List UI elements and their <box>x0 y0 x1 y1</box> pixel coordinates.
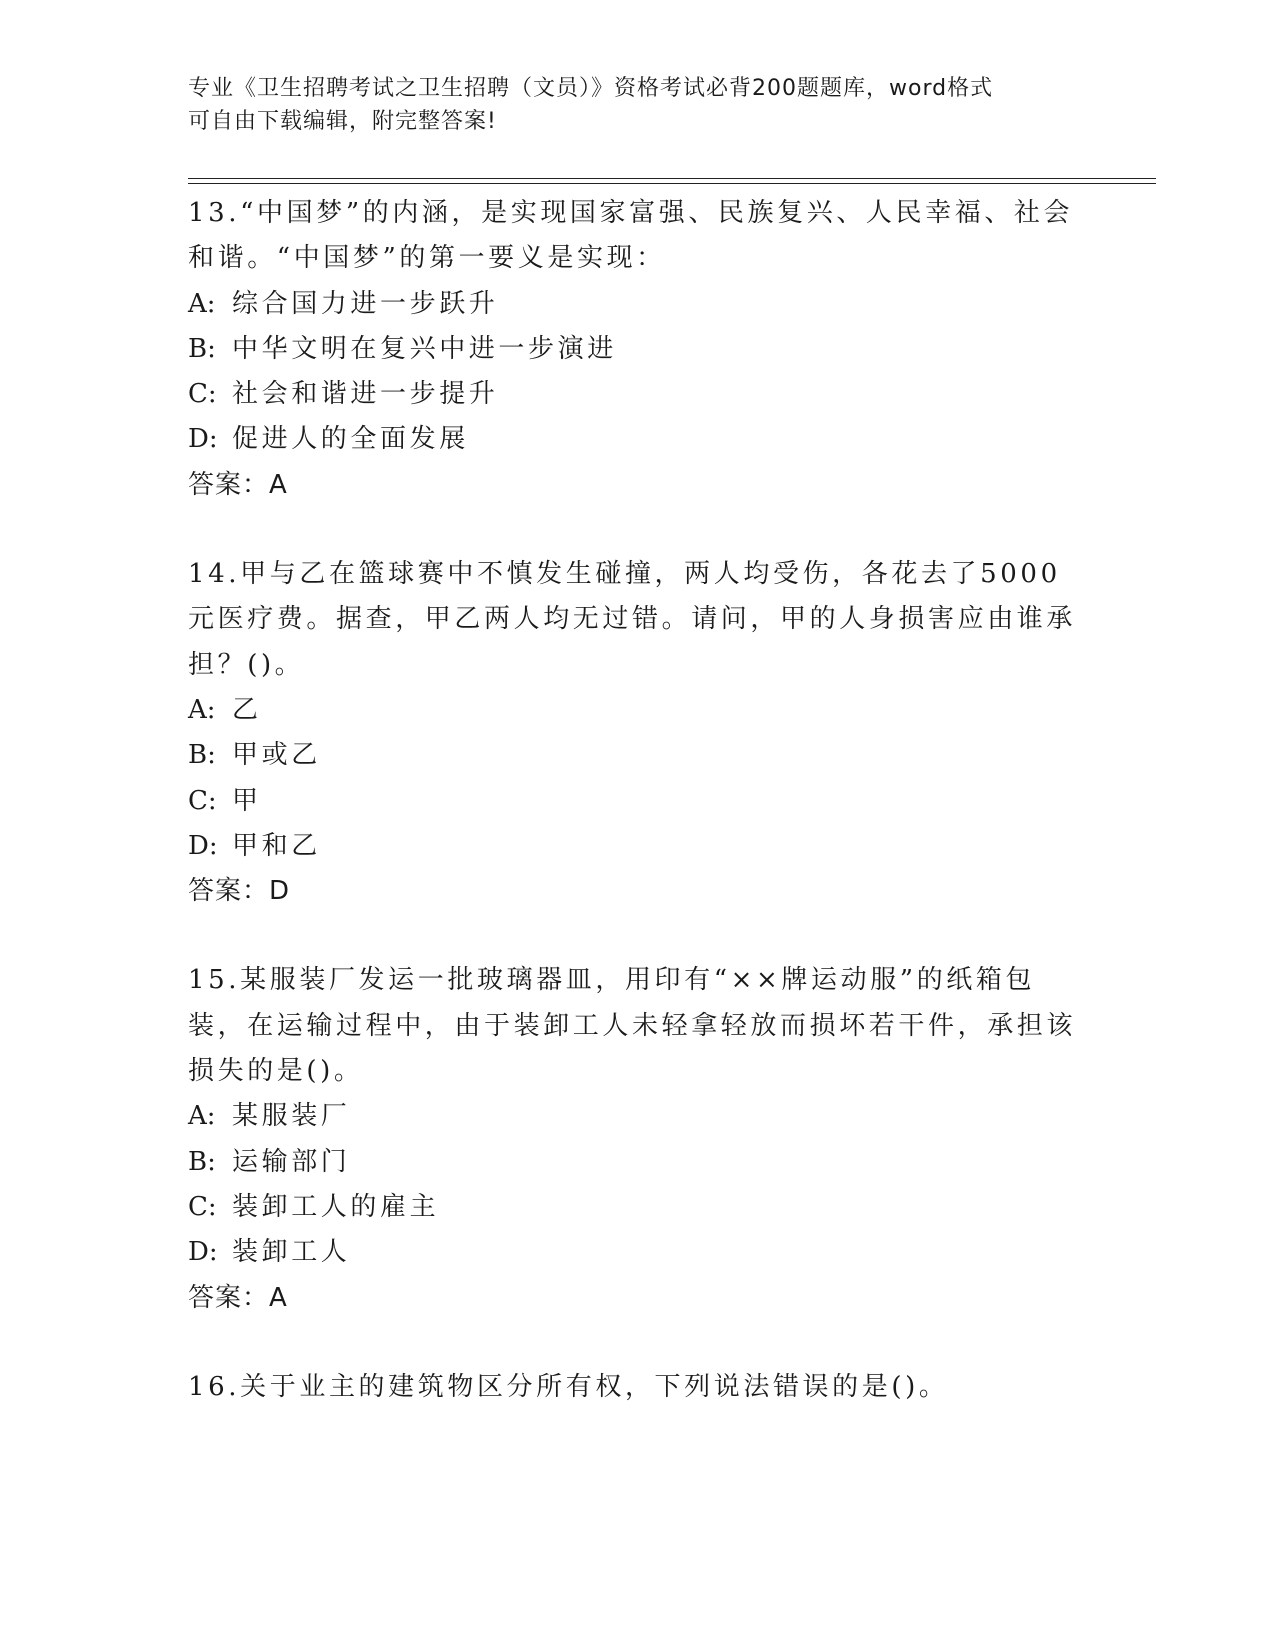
question-14 <box>188 552 1088 914</box>
option-c <box>188 779 1088 824</box>
option-c <box>188 372 1088 417</box>
option-a <box>188 282 1088 327</box>
option-d <box>188 824 1088 869</box>
option-text: 装卸工人的雇主 <box>232 1191 440 1222</box>
question-13 <box>188 191 1088 508</box>
option-text: 促进人的全面发展 <box>232 424 469 455</box>
question-text: 15.某服装厂发运一批玻璃器皿，用印有“××牌运动服”的纸箱包装，在运输过程中，由于装卸工人未轻拿轻放而损坏若干件，承担该损失的是()。 <box>188 965 1077 1087</box>
option-letter: B: <box>188 740 216 771</box>
option-text: 某服装厂 <box>232 1101 351 1132</box>
option-text: 甲或乙 <box>232 740 321 771</box>
option-b <box>188 327 1088 372</box>
option-a <box>188 688 1088 733</box>
header-line-1: 专业《卫生招聘考试之卫生招聘（文员）》资格考试必背200题题库，word格式 <box>188 76 994 101</box>
option-letter: A: <box>188 288 216 319</box>
option-text: 社会和谐进一步提升 <box>232 379 499 410</box>
option-a <box>188 1094 1088 1139</box>
header-divider-top <box>188 178 1156 179</box>
option-letter: D: <box>188 424 218 455</box>
option-letter: B: <box>188 1146 216 1177</box>
option-d <box>188 417 1088 462</box>
option-letter: C: <box>188 785 217 816</box>
option-text: 综合国力进一步跃升 <box>232 288 499 319</box>
option-text: 装卸工人 <box>232 1237 351 1268</box>
option-letter: A: <box>188 1101 216 1132</box>
option-letter: B: <box>188 333 216 364</box>
answer-line: 答案：D <box>188 876 291 907</box>
question-text: 14.甲与乙在篮球赛中不慎发生碰撞，两人均受伤，各花去了5000元医疗费。据查，甲乙两人均无过错。请问，甲的人身损害应由谁承担？()。 <box>188 559 1077 680</box>
option-c <box>188 1185 1088 1230</box>
option-text: 甲 <box>232 785 262 816</box>
option-text: 中华文明在复兴中进一步演进 <box>232 333 617 364</box>
option-b <box>188 733 1088 778</box>
option-text: 乙 <box>232 694 262 725</box>
question-16 <box>188 1365 1088 1410</box>
option-text: 运输部门 <box>232 1146 351 1177</box>
option-letter: C: <box>188 379 217 410</box>
header-line-2: 可自由下载编辑，附完整答案! <box>188 109 497 134</box>
document-header <box>188 72 1088 138</box>
header-divider-bottom <box>188 183 1156 184</box>
option-letter: C: <box>188 1191 217 1222</box>
option-text: 甲和乙 <box>232 830 321 861</box>
answer-line: 答案：A <box>188 1282 288 1313</box>
question-text: 16.关于业主的建筑物区分所有权，下列说法错误的是()。 <box>188 1371 949 1402</box>
option-d <box>188 1230 1088 1275</box>
question-list <box>188 191 1088 1454</box>
option-b <box>188 1140 1088 1185</box>
answer-line: 答案：A <box>188 469 288 500</box>
option-letter: D: <box>188 830 218 861</box>
option-letter: A: <box>188 694 216 725</box>
option-letter: D: <box>188 1237 218 1268</box>
question-text: 13.“中国梦”的内涵，是实现国家富强、民族复兴、人民幸福、社会和谐。“中国梦”的第一要义是实现： <box>188 198 1074 274</box>
question-15 <box>188 958 1088 1320</box>
